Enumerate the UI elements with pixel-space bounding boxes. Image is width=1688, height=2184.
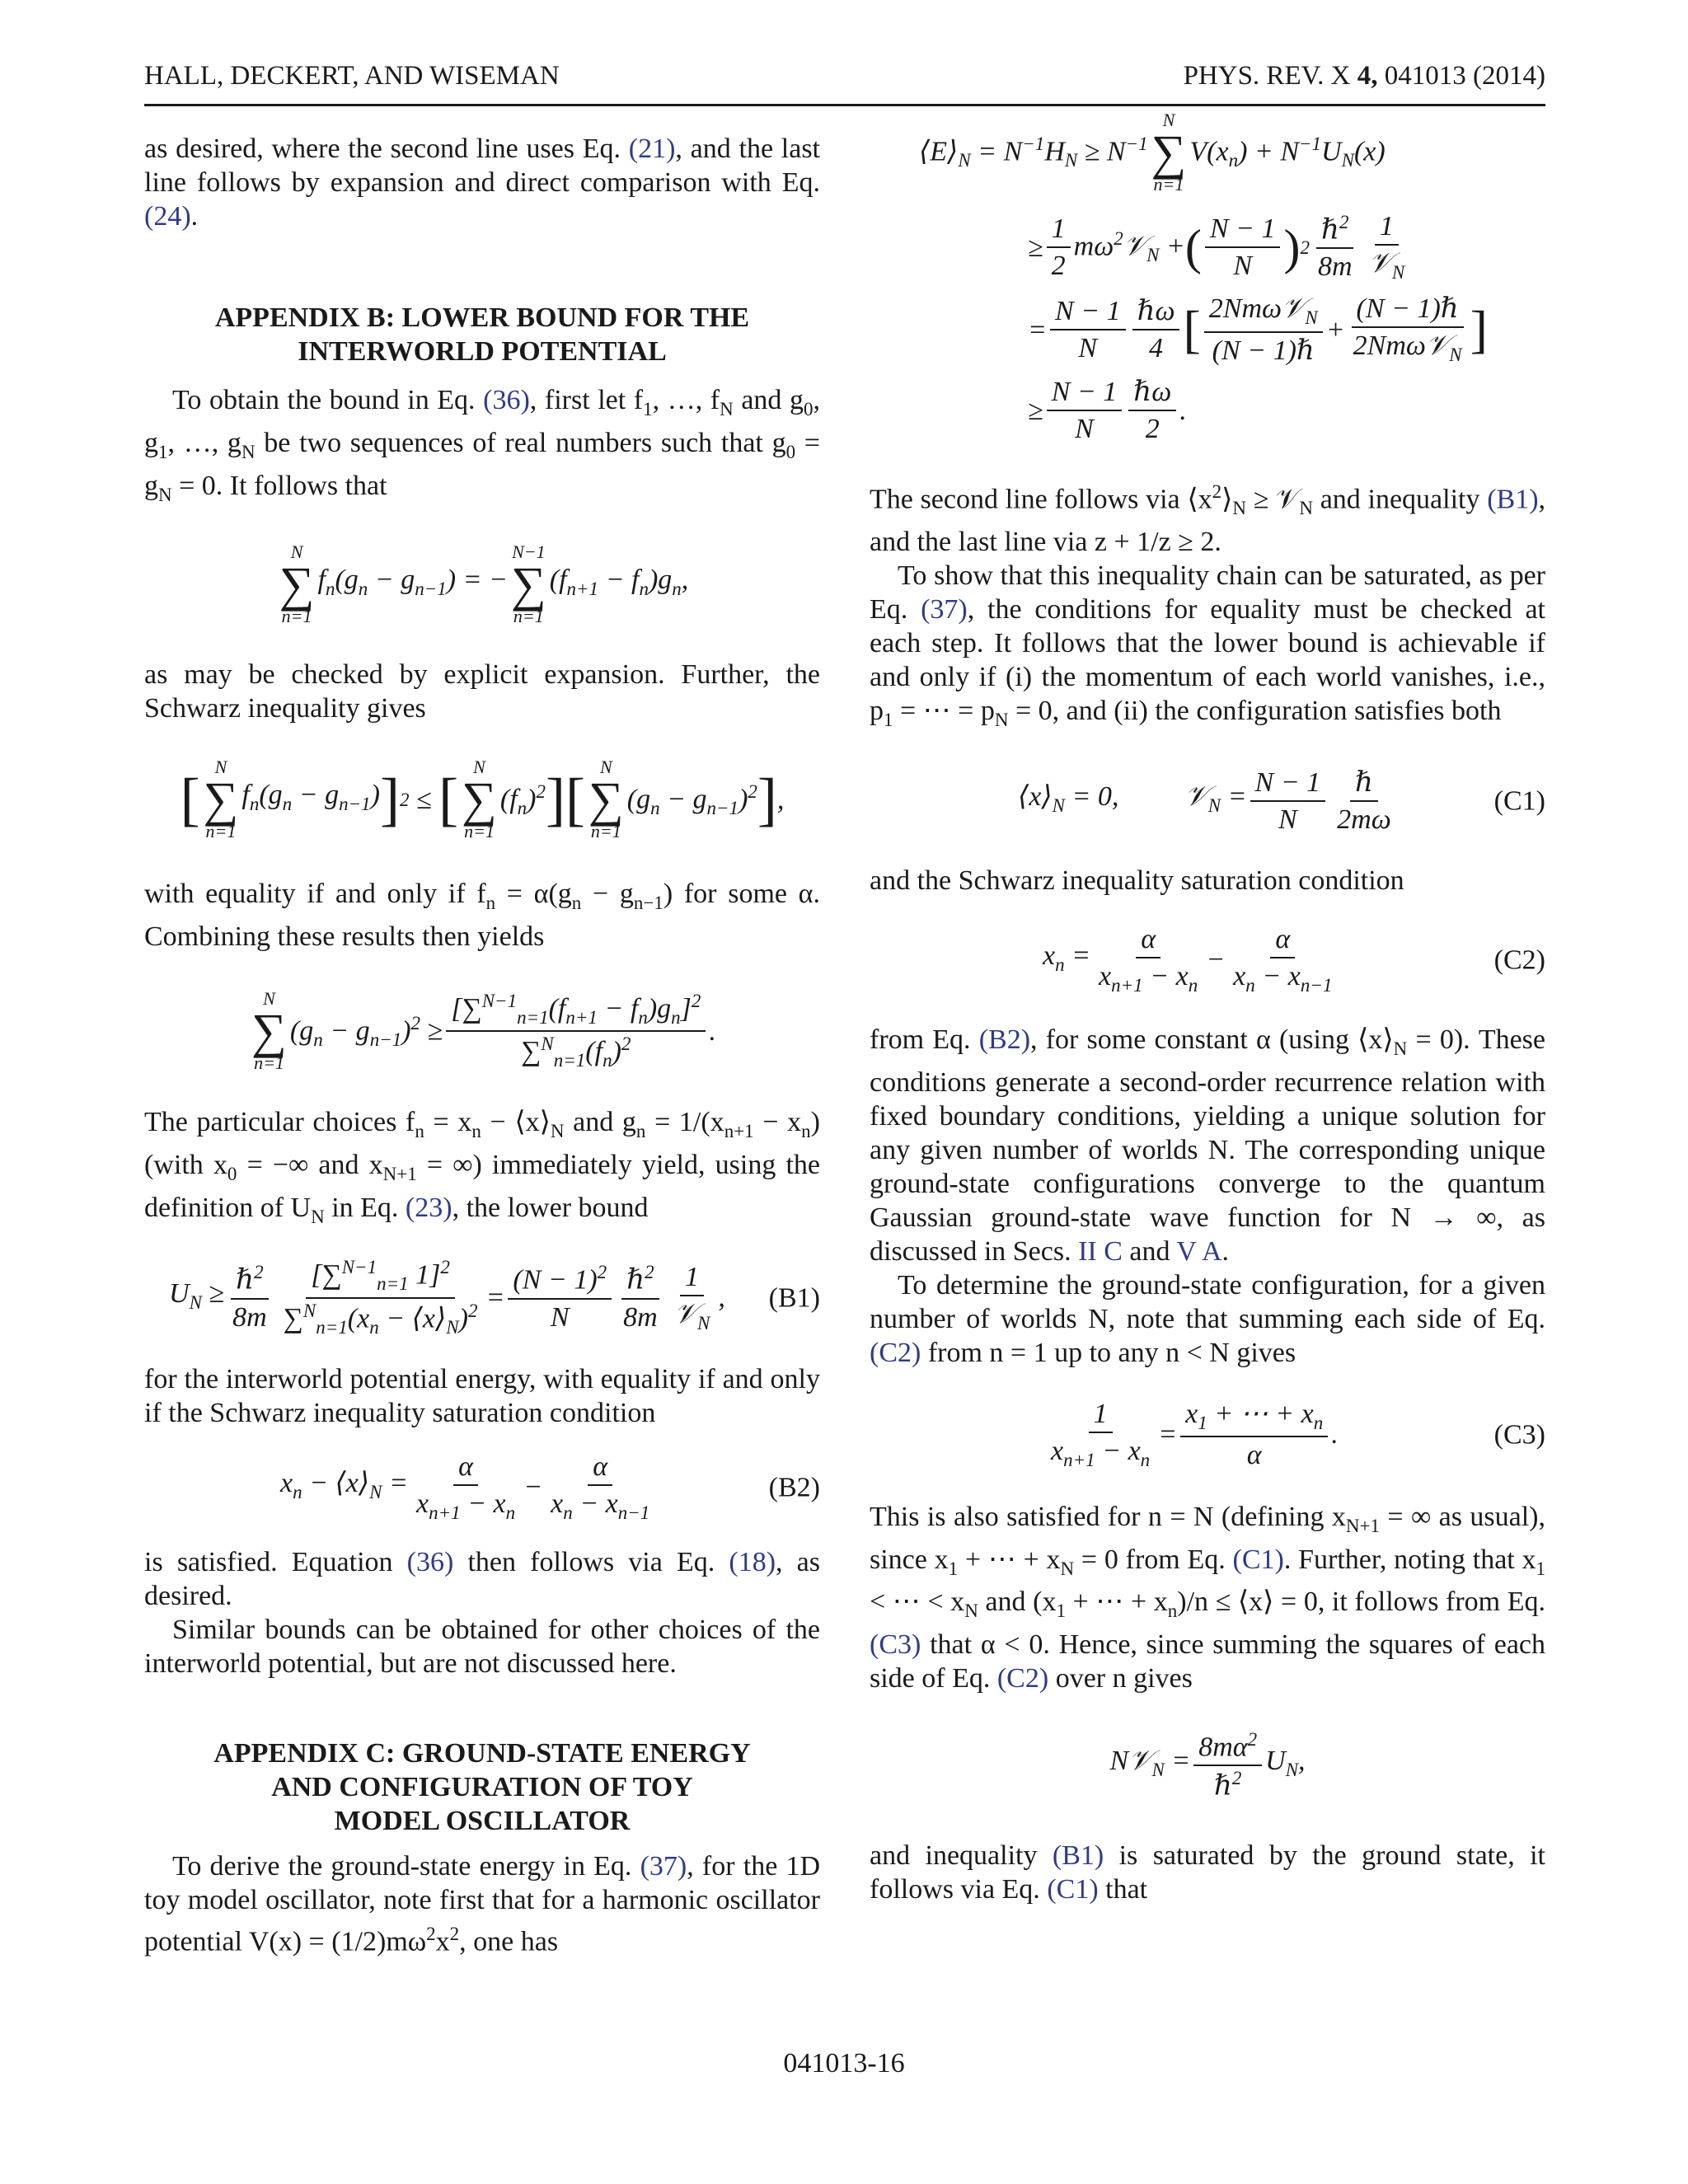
equation-nvn: N𝒱$_N$ = $\frac{8m\alpha^2}{\hbar^2}$ $U_N$, [1109,1728,1306,1802]
paragraph: is satisfied. Equation (36) then follows via Eq. (18), as desired. [144,1546,820,1611]
eq-link[interactable]: (B1) [1052,1840,1104,1872]
equation-b1: $U_N$ ≥ $\frac{\hbar^2}{8m}$ $\frac{[\sum^{N-1}_{n=1} 1]^2}{\sum^N_{n=1}(x_n - ⟨x⟩_N)^2}$ = $\frac{(N - 1)^2}{N}$ $\frac{\hbar^2}{8m}$ $\frac{1}{𝒱_N}$ , (B1) [169,1257,820,1338]
section-link[interactable]: II C [1078,1235,1123,1267]
equation-tag: (B2) [768,1472,820,1503]
eq-link[interactable]: (37) [640,1850,687,1882]
eq-link[interactable]: (C1) [1047,1874,1099,1905]
paragraph: for the interworld potential energy, with equality if and only if the Schwarz inequality saturation condition [144,1363,820,1428]
appendix-b-title: APPENDIX B: LOWER BOUND FOR THE INTERWORLD POTENTIAL [214,302,750,367]
paragraph: This is also satisfied for n = N (defining $x_{N+1}$ = ∞ as usual), since $x_1$ + ⋯ + $x_N = 0$ from Eq. (C1). Further, noting that $x_1$ < ⋯ < $x_N$ and ($x_1$ + ⋯ + $x_n)/n$ ≤ ⟨x⟩ = 0, it follows from Eq. (C3) that α < 0. Hence, since summing the squares of each side of Eq. (C2) over n gives [870,1501,1546,1694]
equation-combined-bound: N ∑ n=1 $(g_n - g_{n-1})^2$ ≥ $\frac{[\sum^{N-1}_{n=1}(f_{n+1} - f_n)g_n]^2}{\sum^N_{n=1}(f_n)^2}$ . [251,988,716,1074]
section-link[interactable]: V A [1176,1235,1222,1267]
header-authors: HALL, DECKERT, AND WISEMAN [144,61,560,91]
eq-link[interactable]: (23) [405,1192,452,1223]
eq-link[interactable]: (24) [144,201,191,232]
equation-tag: (C2) [1493,944,1545,976]
eq-link[interactable]: (C2) [870,1337,921,1368]
equation-schwarz-inequality: [ N ∑ n=1 $f_n(g_n - g_{n-1})$ ] 2 ≤ [ N ∑ n=1 $(f_n)^2$ ] [ N ∑ n=1 $(g_n - g_{n-1})^2$ ] , [180,757,785,842]
equation-summation-by-parts: N ∑ n=1 $f_n(g_n - g_{n-1})$ = − N−1 ∑ n=1 $(f_{n+1} - f_n)g_n$, [279,541,689,627]
page-number: 041013-16 [783,2048,905,2079]
eq-link[interactable]: (21) [628,134,676,164]
paragraph: The particular choices $f_n = x_n$ − $⟨x⟩_N$ and $g_n = 1/(x_{n+1} - x_n)$ (with $x_0$ = −∞ and $x_{N+1}$ = ∞) immediately yield, using the definition of $U_N$ in Eq. (23), the lower bound [144,1107,820,1227]
paragraph: To obtain the bound in Eq. (36), first let $f_1$, …, $f_N$ and $g_0$, $g_1$, …, $g_N$ be two sequences of real numbers such that $g_0 = g_N = 0$. It follows that [144,385,821,505]
paragraph: and the Schwarz inequality saturation condition [870,865,1404,896]
paragraph: The second line follows via $⟨x^2⟩_N$ ≥ 𝒱$_N$ and inequality (B1), and the last line via z + 1/z ≥ 2. [870,481,1546,558]
eq-link[interactable]: (B2) [978,1024,1031,1055]
right-column [870,99,1545,1906]
equation-tag: (B1) [768,1282,820,1314]
paragraph: and inequality (B1) is saturated by the ground state, it follows via Eq. (C1) that [870,1840,1545,1905]
eq-link[interactable]: (18) [729,1546,776,1577]
equation-tag: (C1) [1493,785,1545,817]
eq-link[interactable]: (37) [921,594,968,626]
paragraph: with equality if and only if $f_n = \alpha(g_n - g_{n-1})$ for some α. Combining these results then yields [144,879,820,953]
paragraph: as desired, where the second line uses Eq. (21), and the last line follows by expansion and direct comparison with Eq. (24). [144,134,820,232]
eq-link[interactable]: (C3) [870,1629,921,1661]
equation-b2: $x_n$ − $⟨x⟩_N$ = $\frac{\alpha}{x_{n+1} - x_n}$ − $\frac{\alpha}{x_n - x_{n-1}}$ (B2) [280,1451,820,1523]
paragraph: To show that this inequality chain can be saturated, as per Eq. (37), the conditions for equality must be checked at each step. It follows that the lower bound is achievable if and only if (i) the momentum of each world vanishes, i.e., $p_1$ = ⋯ = $p_N = 0$, and (ii) the configuration satisfies both [870,560,1545,730]
eq-link[interactable]: (B1) [1487,484,1539,515]
equation-tag: (C3) [1493,1419,1545,1451]
eq-link[interactable]: (C1) [1232,1544,1284,1575]
equation-c2: $x_n$ = $\frac{\alpha}{x_{n+1} - x_n}$ − $\frac{\alpha}{x_n - x_{n-1}}$ (C2) [1043,924,1545,996]
header-citation: PHYS. REV. X 4, 041013 (2014) [1183,61,1545,91]
paragraph: Similar bounds can be obtained for other choices of the interworld potential, but are not discussed here. [144,1614,820,1679]
paragraph: To derive the ground-state energy in Eq. (37), for the 1D toy model oscillator, note first that for a harmonic oscillator potential $V(x) = (1/2)m\omega^2x^2$, one has [144,1850,820,1957]
equation-c1: $⟨x⟩_N = 0$, 𝒱$_N$ = $\frac{N - 1}{N}$ $\frac{\text{ℏ}}{2m\omega}$ (C1) [1018,766,1545,835]
eq-link[interactable]: (C2) [996,1663,1049,1694]
paragraph: from Eq. (B2), for some constant α (using $⟨x⟩_N = 0$). These conditions generate a second-order recurrence relation with fixed boundary conditions, yielding a unique solution for any given number of worlds N. The corresponding unique ground-state configurations converge to the quantum Gaussian ground-state wave function for N → ∞, as discussed in Secs. II C and V A. [870,1024,1546,1267]
paragraph: as may be checked by explicit expansion. Further, the Schwarz inequality gives [144,659,820,724]
appendix-c-title: APPENDIX C: GROUND-STATE ENERGY AND CONFIGURATION OF TOY MODEL OSCILLATOR [213,1737,751,1836]
equation-c3: $\frac{1}{x_{n+1} - x_n}$ = $\frac{x_1 + \cdots + x_n}{\alpha}$ . (C3) [1051,1399,1545,1471]
eq-link[interactable]: (36) [406,1546,454,1577]
paragraph: To determine the ground-state configuration, for a given number of worlds N, note that summing each side of Eq. (C2) from n = 1 up to any n < N gives [870,1269,1545,1368]
equation-energy-chain: $⟨E⟩_N = N^{-1}H_N \ge N^{-1}$ N ∑ n=1 $V(x_n) + N^{-1}U_N(x)$ ≥ $\frac{1}{2}$ $m\omega^2𝒱_N$ + ( $\frac{N - 1}{N}$ ) 2 $\frac{\hbar^2}{8m}$ $\frac{1}{𝒱_N}$ = $\frac{N - 1}{N}$ $\frac{\text{ℏω}}{4}$ [ $\frac{2Nm\omega 𝒱_N}{\text{(N − 1)ℏ}}$ + $\frac{\text{(N − 1)ℏ}}{2Nm\omega 𝒱_N}$ ] ≥ $\frac{N - 1}{N}$ $\frac{\text{ℏω}}{2}$ . [919,110,1488,444]
eq-link[interactable]: (36) [483,385,530,415]
left-column [144,132,820,1958]
